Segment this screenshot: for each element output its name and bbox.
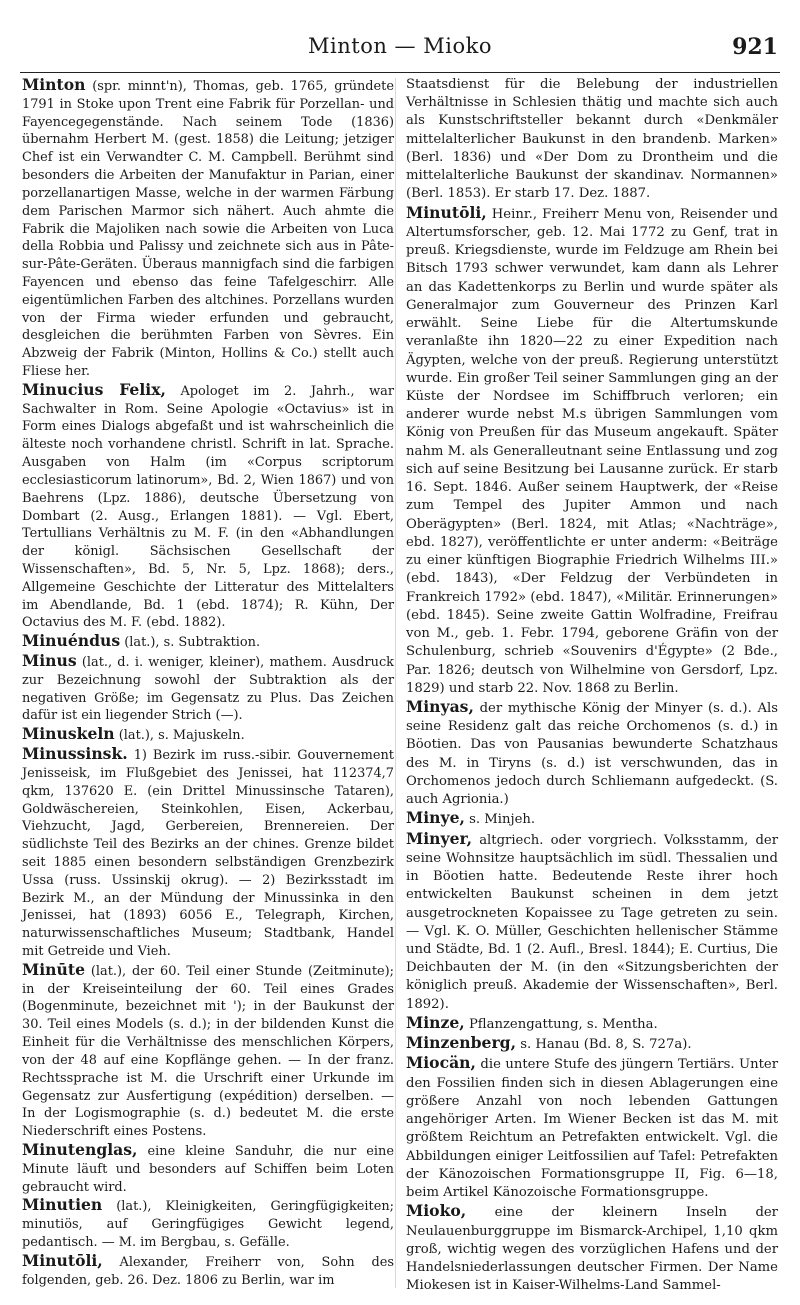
entry-text: Staatsdienst für die Belebung der industriellen Verhältnisse in Schlesien thätig und machte sich auch als Kunstschriftsteller bekannt durch «Denkmäler mittelalterlicher Baukunst in den brandenb. Marken» (Berl. 1836) und «Der Dom zu Drontheim und die mittelalterliche Baukunst der skandinav. Normannen» (Berl. 1853). Er starb 17. Dez. 1887. bbox=[406, 77, 778, 202]
entry-headword: Minye, bbox=[406, 808, 465, 828]
entry-headword: Minton bbox=[22, 75, 86, 94]
entry-minzenberg bbox=[406, 1034, 778, 1054]
entry-mioko bbox=[406, 1202, 778, 1295]
entry-headword: Minuskeln bbox=[22, 724, 115, 744]
entry-text: (lat.), s. Subtraktion. bbox=[124, 635, 261, 651]
entry-text: Heinr., Freiherr Menu von, Reisender und Altertumsforscher, geb. 12. Mai 1772 zu Genf, trat in preuß. Kriegsdienste, wurde im Feldzuge am Rhein bei Bitsch 1793 schwer verwundet, kam dann als Lehrer an das Kadettenkorps zu Berlin und wurde später als Generalmajor zum Gouverneur des Prinzen Karl erwählt. Seine Liebe für die Altertumskunde veranlaßte ihn 1820—22 zu einer Expedition nach Ägypten, welche von der preuß. Regierung unterstützt wurde. Ein großer Teil seiner Sammlungen ging an der Küste der Nordsee im Schiffbruch verloren; ein anderer wurde nebst M.s übrigen Sammlungen vom König von Preußen für das Museum angekauft. Später nahm M. als Generalleutnant seine Entlassung und zog sich auf seine Besitzung bei Lausanne zurück. Er starb 16. Sept. 1846. Außer seinem Hauptwerk, der «Reise zum Tempel des Jupiter Ammon und nach Oberägypten» (Berl. 1824, mit Atlas; «Nachträge», ebd. 1827), veröffentlichte er unter anderm: «Beiträge zu einer künftigen Biographie Friedrich Wilhelms III.» (ebd. 1843), «Der Feldzug der Verbündeten in Frankreich 1792» (ebd. 1847), «Militär. Erinnerungen» (ebd. 1845). Seine zweite Gattin Wolfradine, Freifrau von M., geb. 1. Febr. 1794, geborene Gräfin von der Schulenburg, schrieb «Souvenirs d'Égypte» (2 Bde., Par. 1826; deutsch von Wilhelmine von Gersdorf, Lpz. 1829) und starb 22. Nov. 1868 zu Berlin. bbox=[406, 206, 778, 696]
entry-headword: Minzenberg, bbox=[406, 1033, 517, 1053]
entry-headword: Minutōli, bbox=[406, 202, 487, 222]
entry-headword: Miocän, bbox=[406, 1053, 476, 1073]
entry-text: die untere Stufe des jüngern Tertiärs. Unter den Fossilien finden sich in diesen Ablagerungen eine größere Anzahl von noch lebenden Gattungen angehöriger Arten. Im Wiener Becken ist das M. mit größtem Reichtum an Petrefakten entwickelt. Vgl. die Abbildungen einiger Leitfossilien auf Tafel: Petrefakten der Känozoischen Formationsgruppe II, Fig. 6—18, beim Artikel Känozoische Formationsgruppe. bbox=[406, 1057, 778, 1201]
entry-text: 1) Bezirk im russ.-sibir. Gouvernement Jenisseisk, im Flußgebiet des Jenissei, hat 112374,7 qkm, 137620 E. (ein Drittel Minussinsche Tataren), Goldwäschereien, Steinkohlen, Eisen, Ackerbau, Viehzucht, Jagd, Gerbereien, Brennereien. Der südlichste Teil des Bezirks an der chines. Grenze bildet seit 1885 einen besondern selbständigen Grenzbezirk Ussa (russ. Ussinskij okrug). — 2) Bezirksstadt im Bezirk M., an der Mündung der Minussinka in den Jenissei, hat (1893) 6056 E., Telegraph, Kirchen, naturwissenschaftliches Museum; Stadtbank, Handel mit Getreide und Vieh. bbox=[22, 748, 394, 959]
entry-minus bbox=[22, 652, 394, 725]
entry-headword: Minūte bbox=[22, 959, 85, 979]
entry-text: Apologet im 2. Jahrh., war Sachwalter in Rom. Seine Apologie «Octavius» ist in Form eines Dialogs abgefaßt und ist wahrscheinlich die älteste noch vorhandene christl. Schrift in lat. Sprache. Ausgaben von Halm (im «Corpus scriptorum ecclesiasticorum latinorum», Bd. 2, Wien 1867) und von Baehrens (Lpz. 1886), deutsche Übersetzung von Dombart (2. Ausg., Erlangen 1881). — Vgl. Ebert, Tertullians Verhältnis zu M. F. (in den «Abhandlungen der königl. Sächsischen Gesellschaft der Wissenschaften», Bd. 5, Nr. 5, Lpz. 1868); ders., Allgemeine Geschichte der Litteratur des Mittelalters im Abendlande, Bd. 1 (ebd. 1874); R. Kühn, Der Octavius des M. F. (ebd. 1882). bbox=[22, 383, 394, 631]
entry-headword: Minyas, bbox=[406, 696, 474, 716]
entry-miocaen bbox=[406, 1054, 778, 1202]
entry-minyer bbox=[406, 830, 778, 1014]
entry-text: altgriech. oder vorgriech. Volksstamm, der seine Wohnsitze hauptsächlich im südl. Thessalien und in Böotien hatte. Bedeutende Reste ihrer hoch entwickelten Baukunst scheinen in dem jetzt ausgetrockneten Kopaissee zu Tage getreten zu sein. — Vgl. K. O. Müller, Geschichten hellenischer Stämme und Städte, Bd. 1 (2. Aufl., Bresl. 1844); E. Curtius, Die Deichbauten der M. (in den «Sitzungsberichten der königlich preuß. Akademie der Wissenschaften», Berl. 1892). bbox=[406, 832, 778, 1012]
right-column bbox=[406, 76, 778, 1295]
left-column bbox=[22, 76, 394, 1289]
column-divider bbox=[395, 78, 396, 1288]
entry-text: Alexander, Freiherr von, Sohn des folgenden, geb. 26. Dez. 1806 zu Berlin, war im bbox=[22, 1254, 394, 1288]
entry-text: (lat.), Kleinigkeiten, Geringfügigkeiten; minutiös, auf Geringfügiges Gewicht legend, pedantisch. — M. im Bergbau, s. Gefälle. bbox=[22, 1199, 394, 1250]
page-header bbox=[20, 28, 780, 73]
entry-text: der mythische König der Minyer (s. d.). Als seine Residenz galt das reiche Orchomenos (s. d.) in Böotien. Das von Pausanias bewunderte Schatzhaus des M. in Tiryns (s. d.) ist verschwunden, das in Orchomenos jedoch durch Schliemann aufgedeckt. (S. auch Agrionia.) bbox=[406, 700, 778, 808]
entry-headword: Minus bbox=[22, 651, 77, 670]
entry-headword: Minucius Felix, bbox=[22, 379, 166, 399]
entry-minucius-felix bbox=[22, 381, 394, 632]
entry-headword: Minutien bbox=[22, 1195, 103, 1215]
entry-minussinsk bbox=[22, 745, 394, 961]
entry-minute bbox=[22, 961, 394, 1141]
entry-headword: Minze, bbox=[406, 1012, 465, 1032]
entry-minton bbox=[22, 76, 394, 381]
entry-text: Pflanzengattung, s. Mentha. bbox=[468, 1016, 658, 1032]
entry-headword: Minyer, bbox=[406, 828, 473, 848]
entry-minuendus bbox=[22, 632, 394, 652]
entry-headword: Minutōli, bbox=[22, 1250, 103, 1270]
entry-minutenglas bbox=[22, 1141, 394, 1196]
entry-minuskeln bbox=[22, 725, 394, 745]
running-title: Minton — Mioko bbox=[308, 34, 492, 58]
entry-continuation bbox=[406, 76, 778, 204]
entry-headword: Minussinsk. bbox=[22, 744, 128, 764]
entry-minutien bbox=[22, 1196, 394, 1251]
entry-minutoli-alexander bbox=[22, 1252, 394, 1290]
entry-headword: Minutenglas, bbox=[22, 1139, 138, 1159]
entry-headword: Minuéndus bbox=[22, 631, 121, 651]
entry-text: s. Hanau (Bd. 8, S. 727a). bbox=[520, 1037, 692, 1053]
entry-text: (lat., d. i. weniger, kleiner), mathem. Ausdruck zur Bezeichnung sowohl der Subtraktion als der negativen Größe; im Gegensatz zu Plus. Das Zeichen dafür ist ein liegender Strich (—). bbox=[22, 655, 394, 724]
entry-minyas bbox=[406, 698, 778, 809]
entry-text: eine der kleinern Inseln der Neulauenburggruppe im Bismarck-Archipel, 1,10 qkm groß, wichtig wegen des vorzüglichen Hafens und der Handelsniederlassungen deutscher Firmen. Der Name Miokesen ist in Kaiser-Wilhelms-Land Sammel- bbox=[406, 1205, 778, 1294]
entry-text: (spr. minnt'n), Thomas, geb. 1765, gründete 1791 in Stoke upon Trent eine Fabrik für Porzellan- und Fayencegegenstände. Nach seinem Tode (1836) übernahm Herbert M. (gest. 1858) die Leitung; jetziger Chef ist ein Verwandter C. M. Campbell. Berühmt sind besonders die Arbeiten der Manufaktur in Parian, einer porzellanartigen Masse, welche in der warmen Färbung dem Parischen Marmor sich nähert. Auch ahmte die Fabrik die Majoliken nach sowie die Arbeiten von Luca della Robbia und Palissy und zeichnete sich aus in Pâte-sur-Pâte-Geräten. Überaus mannigfach sind die farbigen Fayencen und ebenso das feine Tafelgeschirr. Alle eigentümlichen Farben des altchines. Porzellans wurden von der Firma wieder erfunden und gebraucht, desgleichen die berühmten Farben von Sèvres. Ein Abzweig der Fabrik (Minton, Hollins & Co.) stellt auch Fliese her. bbox=[22, 79, 394, 379]
entry-text: eine kleine Sanduhr, die nur eine Minute läuft und besonders auf Schiffen beim Loten gebraucht wird. bbox=[22, 1143, 394, 1195]
page-number: 921 bbox=[732, 34, 778, 60]
entry-text: (lat.), der 60. Teil einer Stunde (Zeitminute); in der Kreiseinteilung der 60. Teil eines Grades (Bogenminute, bezeichnet mit '); in der Baukunst der 30. Teil eines Models (s. d.); in der bildenden Kunst die Einheit für die Verhältnisse des menschlichen Körpers, von der 48 auf eine Kopflänge gehen. — In der franz. Rechtssprache ist M. die Urschrift einer Urkunde im Gegensatz zur Ausfertigung (expédition) derselben. — In der Logismographie (s. d.) bedeutet M. die erste Niederschrift eines Postens. bbox=[22, 963, 394, 1140]
entry-headword: Mioko, bbox=[406, 1201, 467, 1221]
entry-minze bbox=[406, 1014, 778, 1034]
entry-minutoli-heinrich bbox=[406, 204, 778, 698]
entry-text: (lat.), s. Majuskeln. bbox=[118, 728, 245, 744]
entry-minye bbox=[406, 809, 778, 829]
entry-text: s. Minjeh. bbox=[469, 812, 536, 828]
